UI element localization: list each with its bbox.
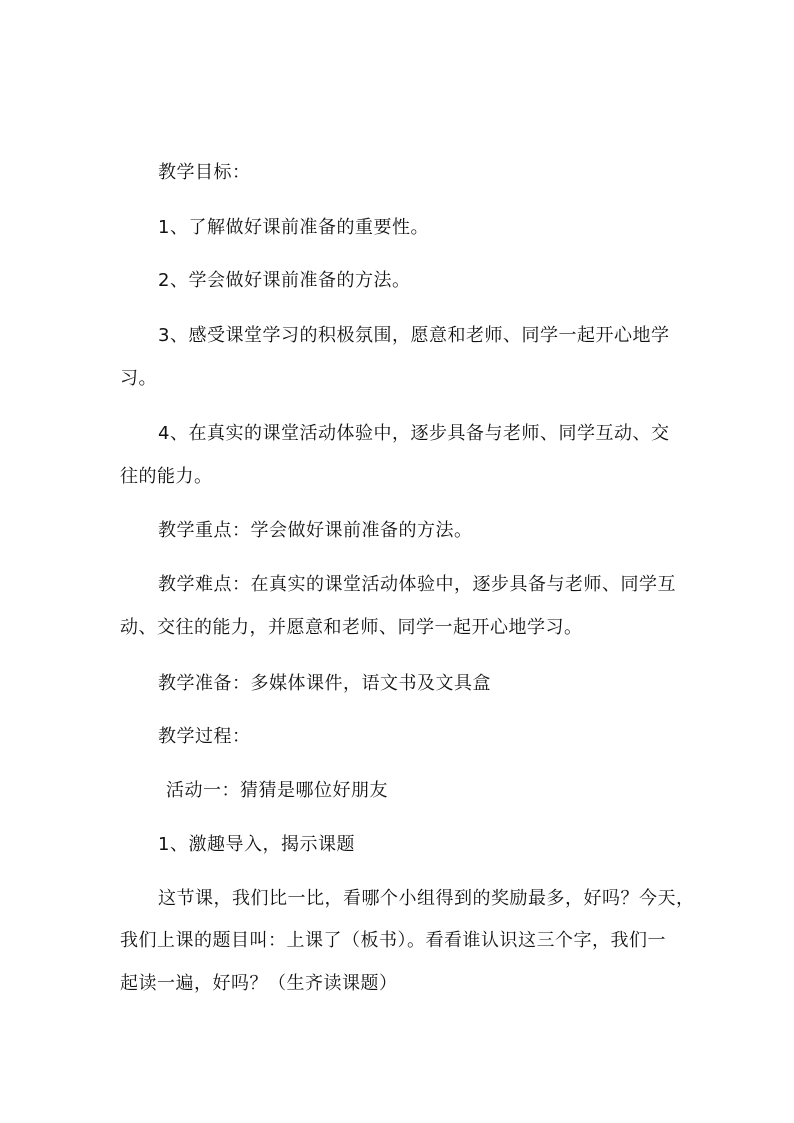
difficulty-line-1: 教学难点：在真实的课堂活动体验中，逐步具备与老师、同学互 <box>158 574 676 595</box>
goal-item-4-line-1: 4、在真实的课堂活动体验中，逐步具备与老师、同学互动、交 <box>158 423 670 444</box>
key-point: 教学重点：学会做好课前准备的方法。 <box>158 520 473 541</box>
body-line-2: 我们上课的题目叫：上课了（板书）。看看谁认识这三个字，我们一 <box>120 930 666 951</box>
step-heading: 1、激趣导入，揭示课题 <box>158 834 355 855</box>
goal-item-2: 2、学会做好课前准备的方法。 <box>158 270 411 291</box>
preparation: 教学准备：多媒体课件，语文书及文具盒 <box>158 673 491 694</box>
goals-heading: 教学目标： <box>158 162 251 183</box>
process-heading: 教学过程： <box>158 726 251 747</box>
body-line-1: 这节课，我们比一比，看哪个小组得到的奖励最多，好吗？今天， <box>158 888 695 909</box>
difficulty-line-2: 动、交往的能力，并愿意和老师、同学一起开心地学习。 <box>120 617 583 638</box>
body-line-3: 起读一遍，好吗？（生齐读课题） <box>120 973 398 994</box>
goal-item-4-line-2: 往的能力。 <box>120 466 213 487</box>
goal-item-3-line-1: 3、感受课堂学习的积极氛围，愿意和老师、同学一起开心地学 <box>158 325 670 346</box>
goal-item-1: 1、了解做好课前准备的重要性。 <box>158 217 429 238</box>
activity-heading: 活动一：猜猜是哪位好朋友 <box>166 780 388 801</box>
goal-item-3-line-2: 习。 <box>120 368 157 389</box>
